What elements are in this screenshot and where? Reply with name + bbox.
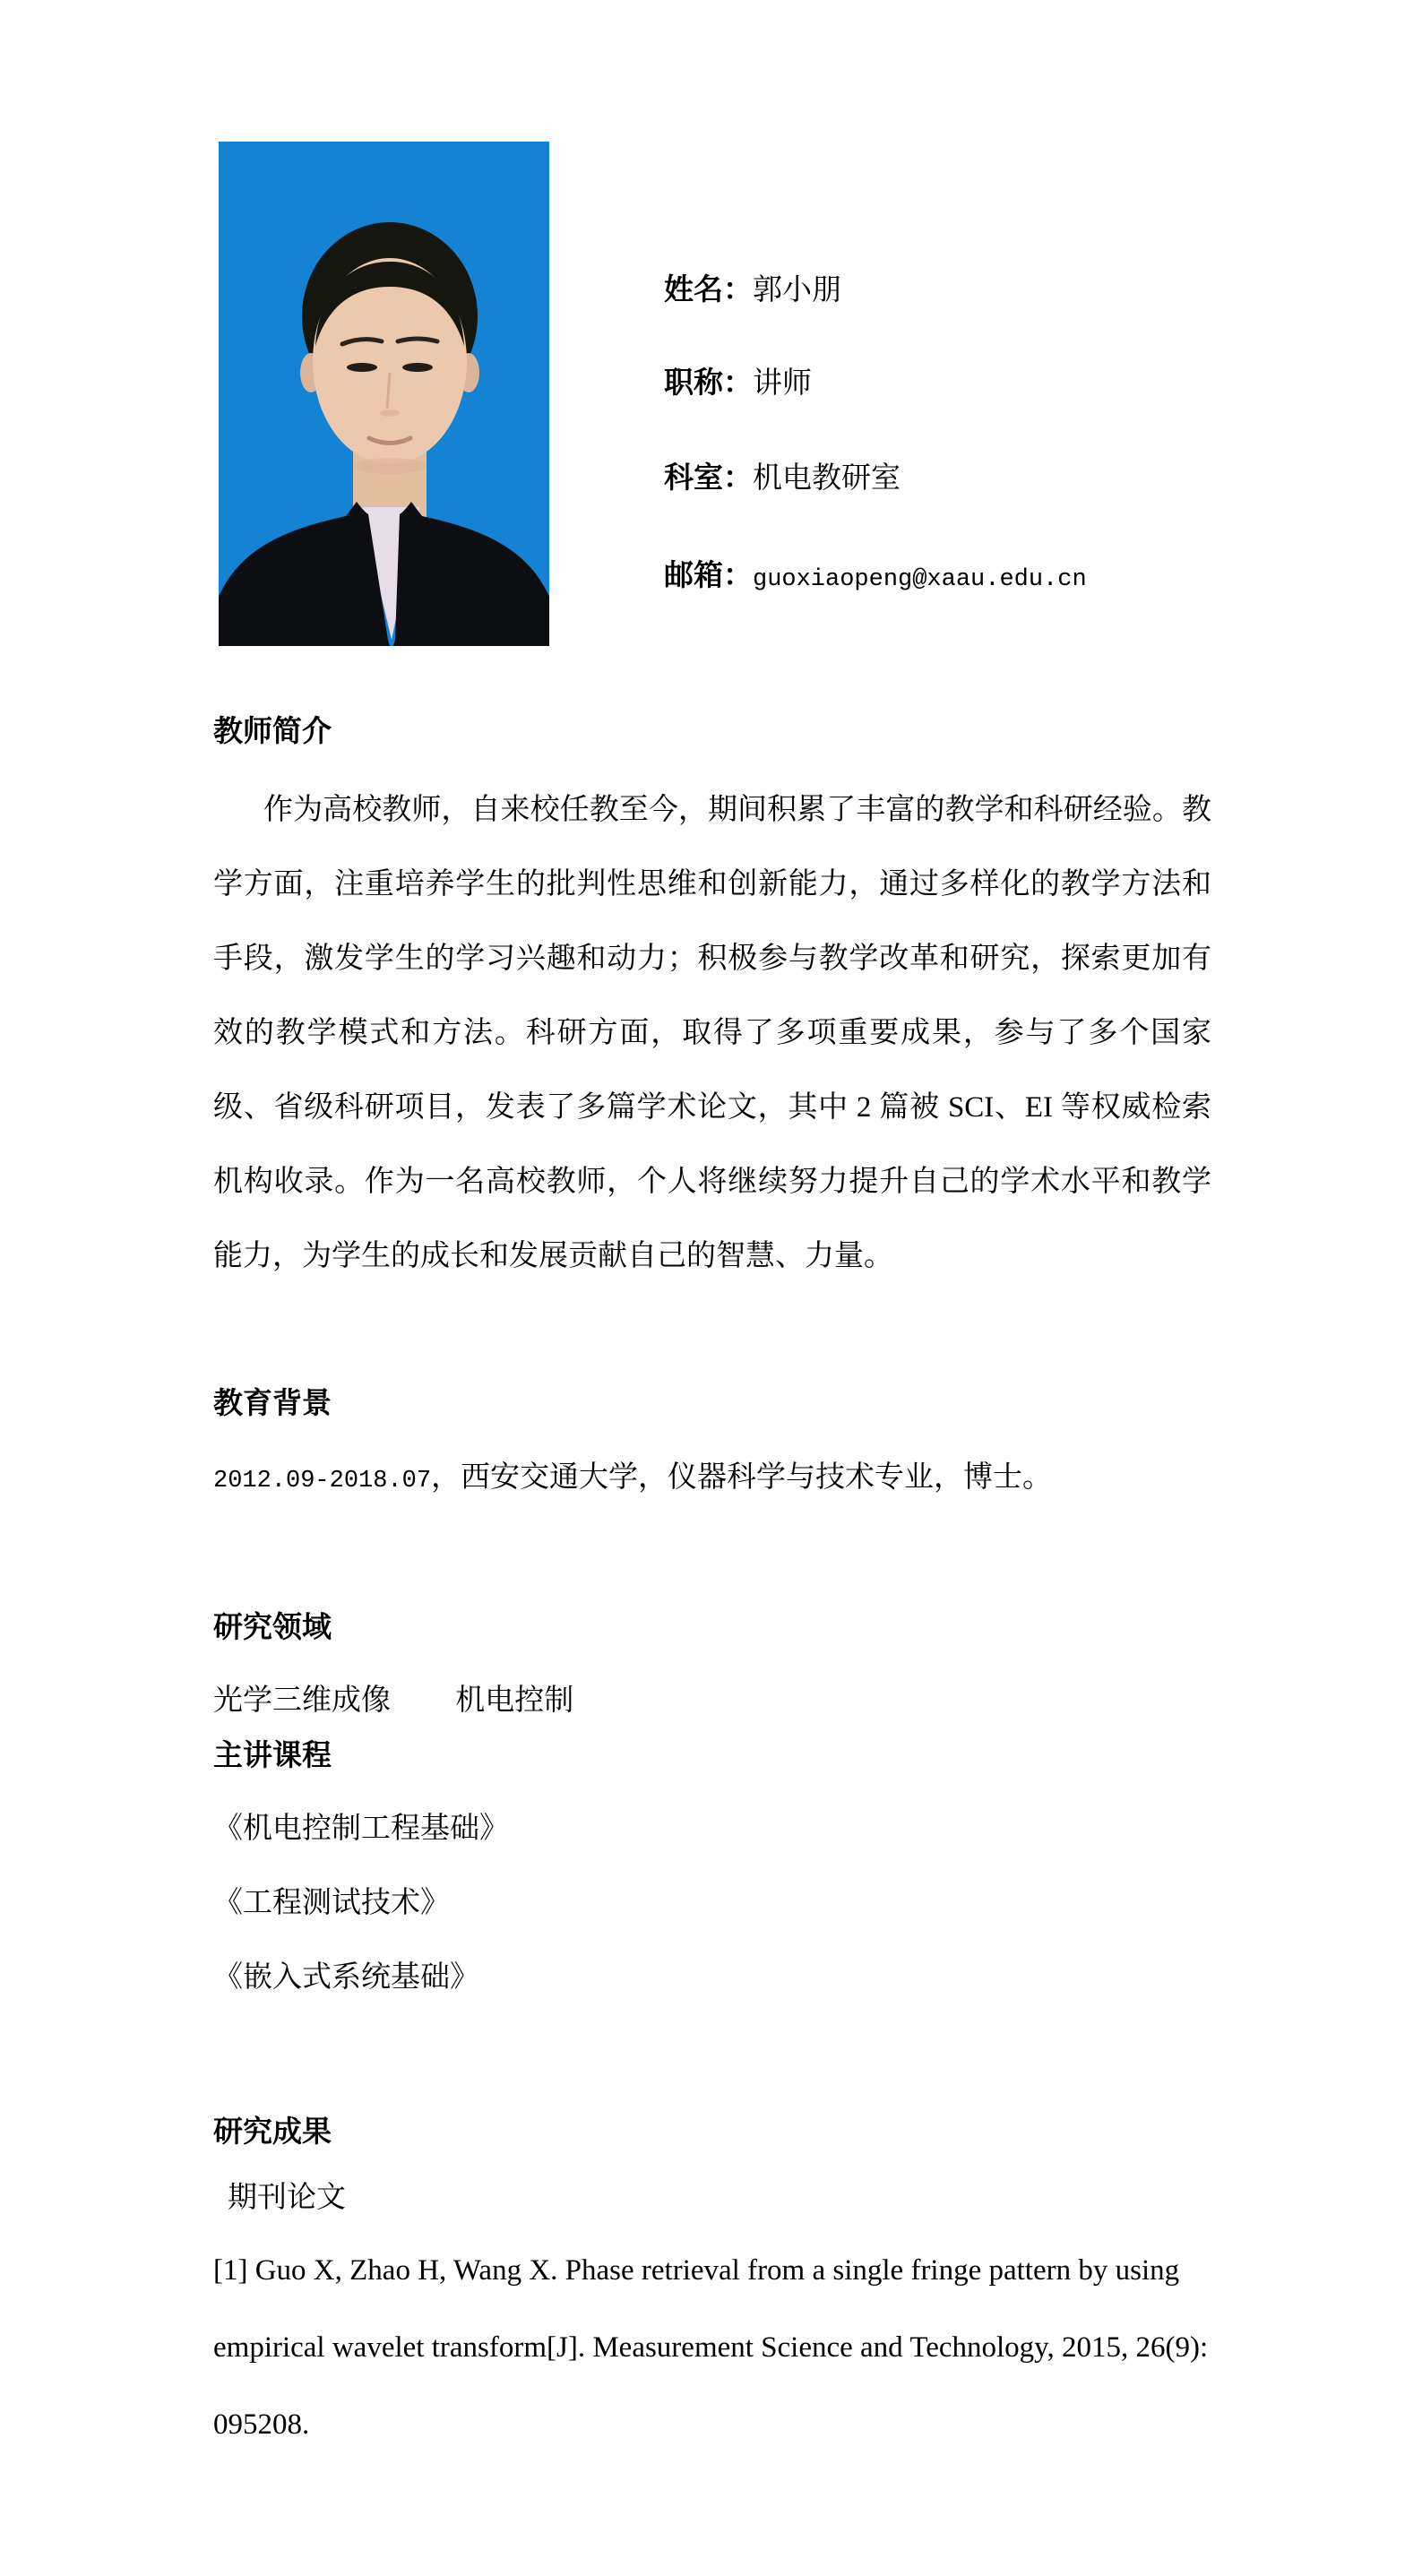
section-heading-courses: 主讲课程 bbox=[213, 1740, 332, 1772]
section-heading-achievements: 研究成果 bbox=[213, 2116, 332, 2149]
field-department bbox=[664, 459, 901, 498]
publication-item: [1] Guo X, Zhao H, Wang X. Phase retrieval from a single fringe pattern by using empirical wavelet transform[J]. Measurement Science and Technology, 2015, 26(9): 095208. bbox=[213, 2254, 1209, 2441]
profile-photo bbox=[219, 142, 549, 646]
field-name-label: 姓名： bbox=[664, 274, 753, 306]
publication-list bbox=[213, 2232, 1211, 2463]
education-period: 2012.09-2018.07 bbox=[213, 1468, 432, 1495]
field-name bbox=[664, 271, 841, 310]
course-item: 《工程测试技术》 bbox=[213, 1887, 450, 1919]
field-title bbox=[664, 364, 812, 403]
research-area-item: 光学三维成像 bbox=[213, 1684, 391, 1717]
field-title-value: 讲师 bbox=[753, 367, 812, 400]
research-area-item: 机电控制 bbox=[455, 1684, 574, 1717]
field-email-label: 邮箱： bbox=[664, 560, 753, 592]
nose-shadow bbox=[380, 409, 400, 417]
course-item: 《机电控制工程基础》 bbox=[213, 1813, 509, 1845]
field-email bbox=[664, 556, 1087, 599]
section-heading-education: 教育背景 bbox=[213, 1388, 332, 1420]
section-heading-intro: 教师简介 bbox=[213, 716, 332, 748]
section-heading-research: 研究领域 bbox=[213, 1612, 332, 1644]
education-detail: ，西安交通大学，仪器科学与技术专业，博士。 bbox=[431, 1461, 1053, 1494]
field-department-value: 机电教研室 bbox=[753, 462, 901, 495]
course-list bbox=[213, 1792, 1211, 2015]
course-item: 《嵌入式系统基础》 bbox=[213, 1961, 479, 1994]
field-department-label: 科室： bbox=[664, 462, 753, 495]
field-name-value: 郭小朋 bbox=[753, 274, 841, 306]
field-email-value: guoxiaopeng@xaau.edu.cn bbox=[753, 566, 1087, 593]
intro-paragraph: 作为高校教师，自来校任教至今，期间积累了丰富的教学和科研经验。教学方面，注重培养学生的批判性思维和创新能力，通过多样化的教学方法和手段，激发学生的学习兴趣和动力；积极参与教学改革和研究，探索更加有效的教学模式和方法。科研方面，取得了多项重要成果，参与了多个国家级、省级科研项目，发表了多篇学术论文，其中 2 篇被 SCI、EI 等权威检索机构收录。作为一名高校教师，个人将继续努力提升自己的学术水平和教学能力，为学生的成长和发展贡献自己的智慧、力量。 bbox=[213, 794, 1211, 1272]
chin-shadow bbox=[354, 458, 426, 474]
education-item bbox=[213, 1441, 1211, 1519]
eye-right bbox=[402, 363, 433, 372]
field-title-label: 职称： bbox=[664, 367, 753, 400]
publications-subheading: 期刊论文 bbox=[228, 2182, 346, 2214]
eye-left bbox=[347, 363, 377, 372]
research-areas bbox=[213, 1664, 1211, 1738]
